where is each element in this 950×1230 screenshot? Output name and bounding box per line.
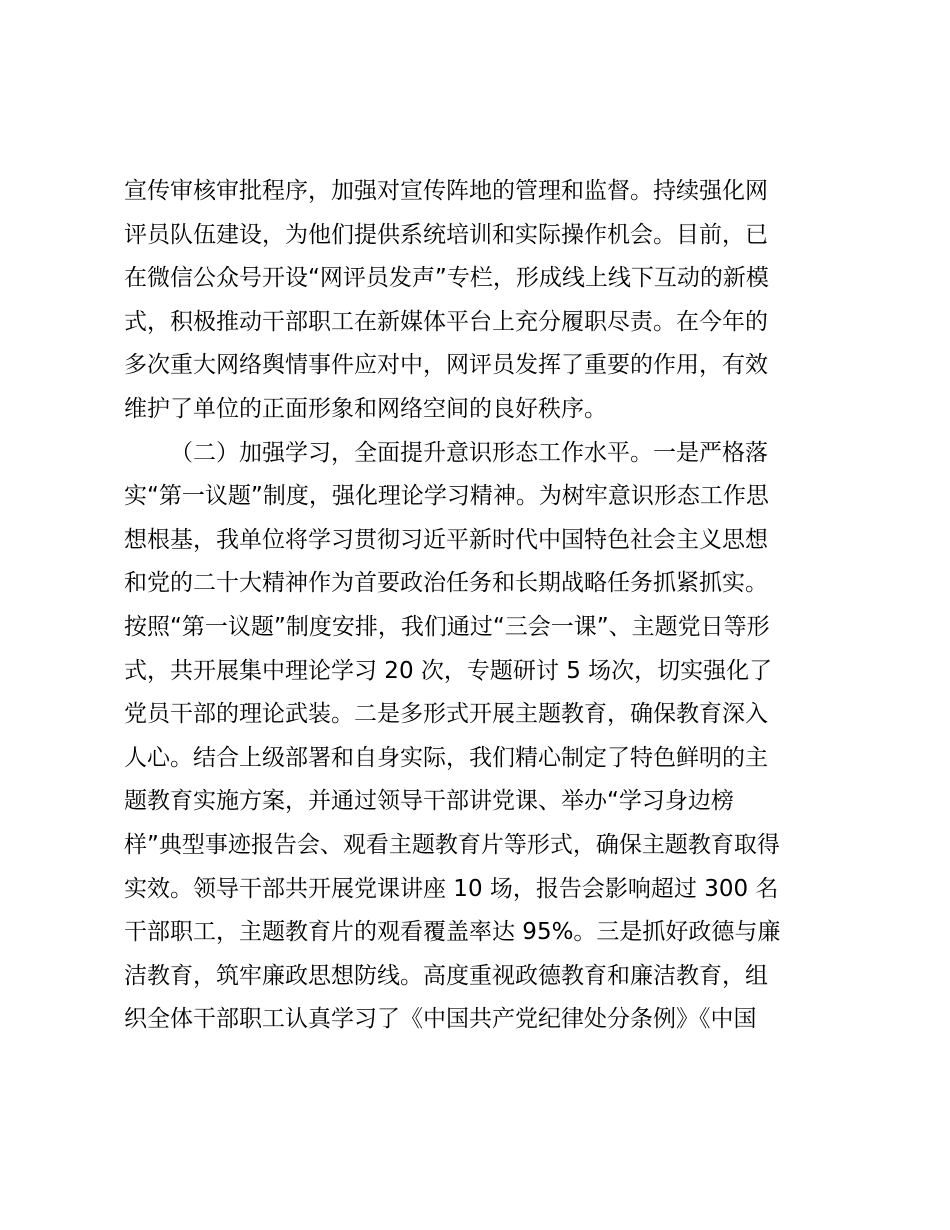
text-line: 宣传审核审批程序，加强对宣传阵地的管理和监督。持续强化网 (124, 178, 768, 204)
text-line: 实效。领导干部共开展党课讲座 10 场，报告会影响超过 300 名 (124, 875, 779, 902)
document-body (124, 170, 844, 1042)
text-line: 式，积极推动干部职工在新媒体平台上充分履职尽责。在今年的 (124, 308, 768, 335)
text-line: 式，共开展集中理论学习 20 次，专题研讨 5 场次，切实强化了 (124, 657, 773, 684)
section-heading-line: （二）加强学习，全面提升意识形态工作水平。一是严格落 (170, 439, 768, 466)
text-line: 想根基，我单位将学习贯彻习近平新时代中国特色社会主义思想 (124, 526, 768, 553)
text-line: 实“第一议题”制度，强化理论学习精神。为树牢意识形态工作思 (124, 483, 769, 510)
text-line: 评员队伍建设，为他们提供系统培训和实际操作机会。目前，已 (124, 221, 768, 248)
text-line: 维护了单位的正面形象和网络空间的良好秩序。 (124, 395, 607, 422)
text-line: 党员干部的理论武装。二是多形式开展主题教育，确保教育深入 (124, 701, 768, 728)
text-line: 和党的二十大精神作为首要政治任务和长期战略任务抓紧抓实。 (124, 570, 768, 597)
text-line: 在微信公众号开设“网评员发声”专栏，形成线上线下互动的新模 (124, 265, 769, 292)
text-line: 样”典型事迹报告会、观看主题教育片等形式，确保主题教育取得 (124, 831, 780, 858)
text-line: 多次重大网络舆情事件应对中，网评员发挥了重要的作用，有效 (124, 352, 768, 379)
text-line: 题教育实施方案，并通过领导干部讲党课、举办“学习身边榜 (124, 788, 734, 815)
text-line: 人心。结合上级部署和自身实际，我们精心制定了特色鲜明的主 (124, 744, 768, 771)
text-line: 干部职工，主题教育片的观看覆盖率达 95%。三是抓好政德与廉 (124, 919, 781, 946)
text-line: 洁教育，筑牢廉政思想防线。高度重视政德教育和廉洁教育，组 (124, 962, 768, 989)
text-line: 按照“第一议题”制度安排，我们通过“三会一课”、主题党日等形 (124, 613, 770, 640)
text-line: 织全体干部职工认真学习了《中国共产党纪律处分条例》《中国 (124, 1006, 757, 1033)
